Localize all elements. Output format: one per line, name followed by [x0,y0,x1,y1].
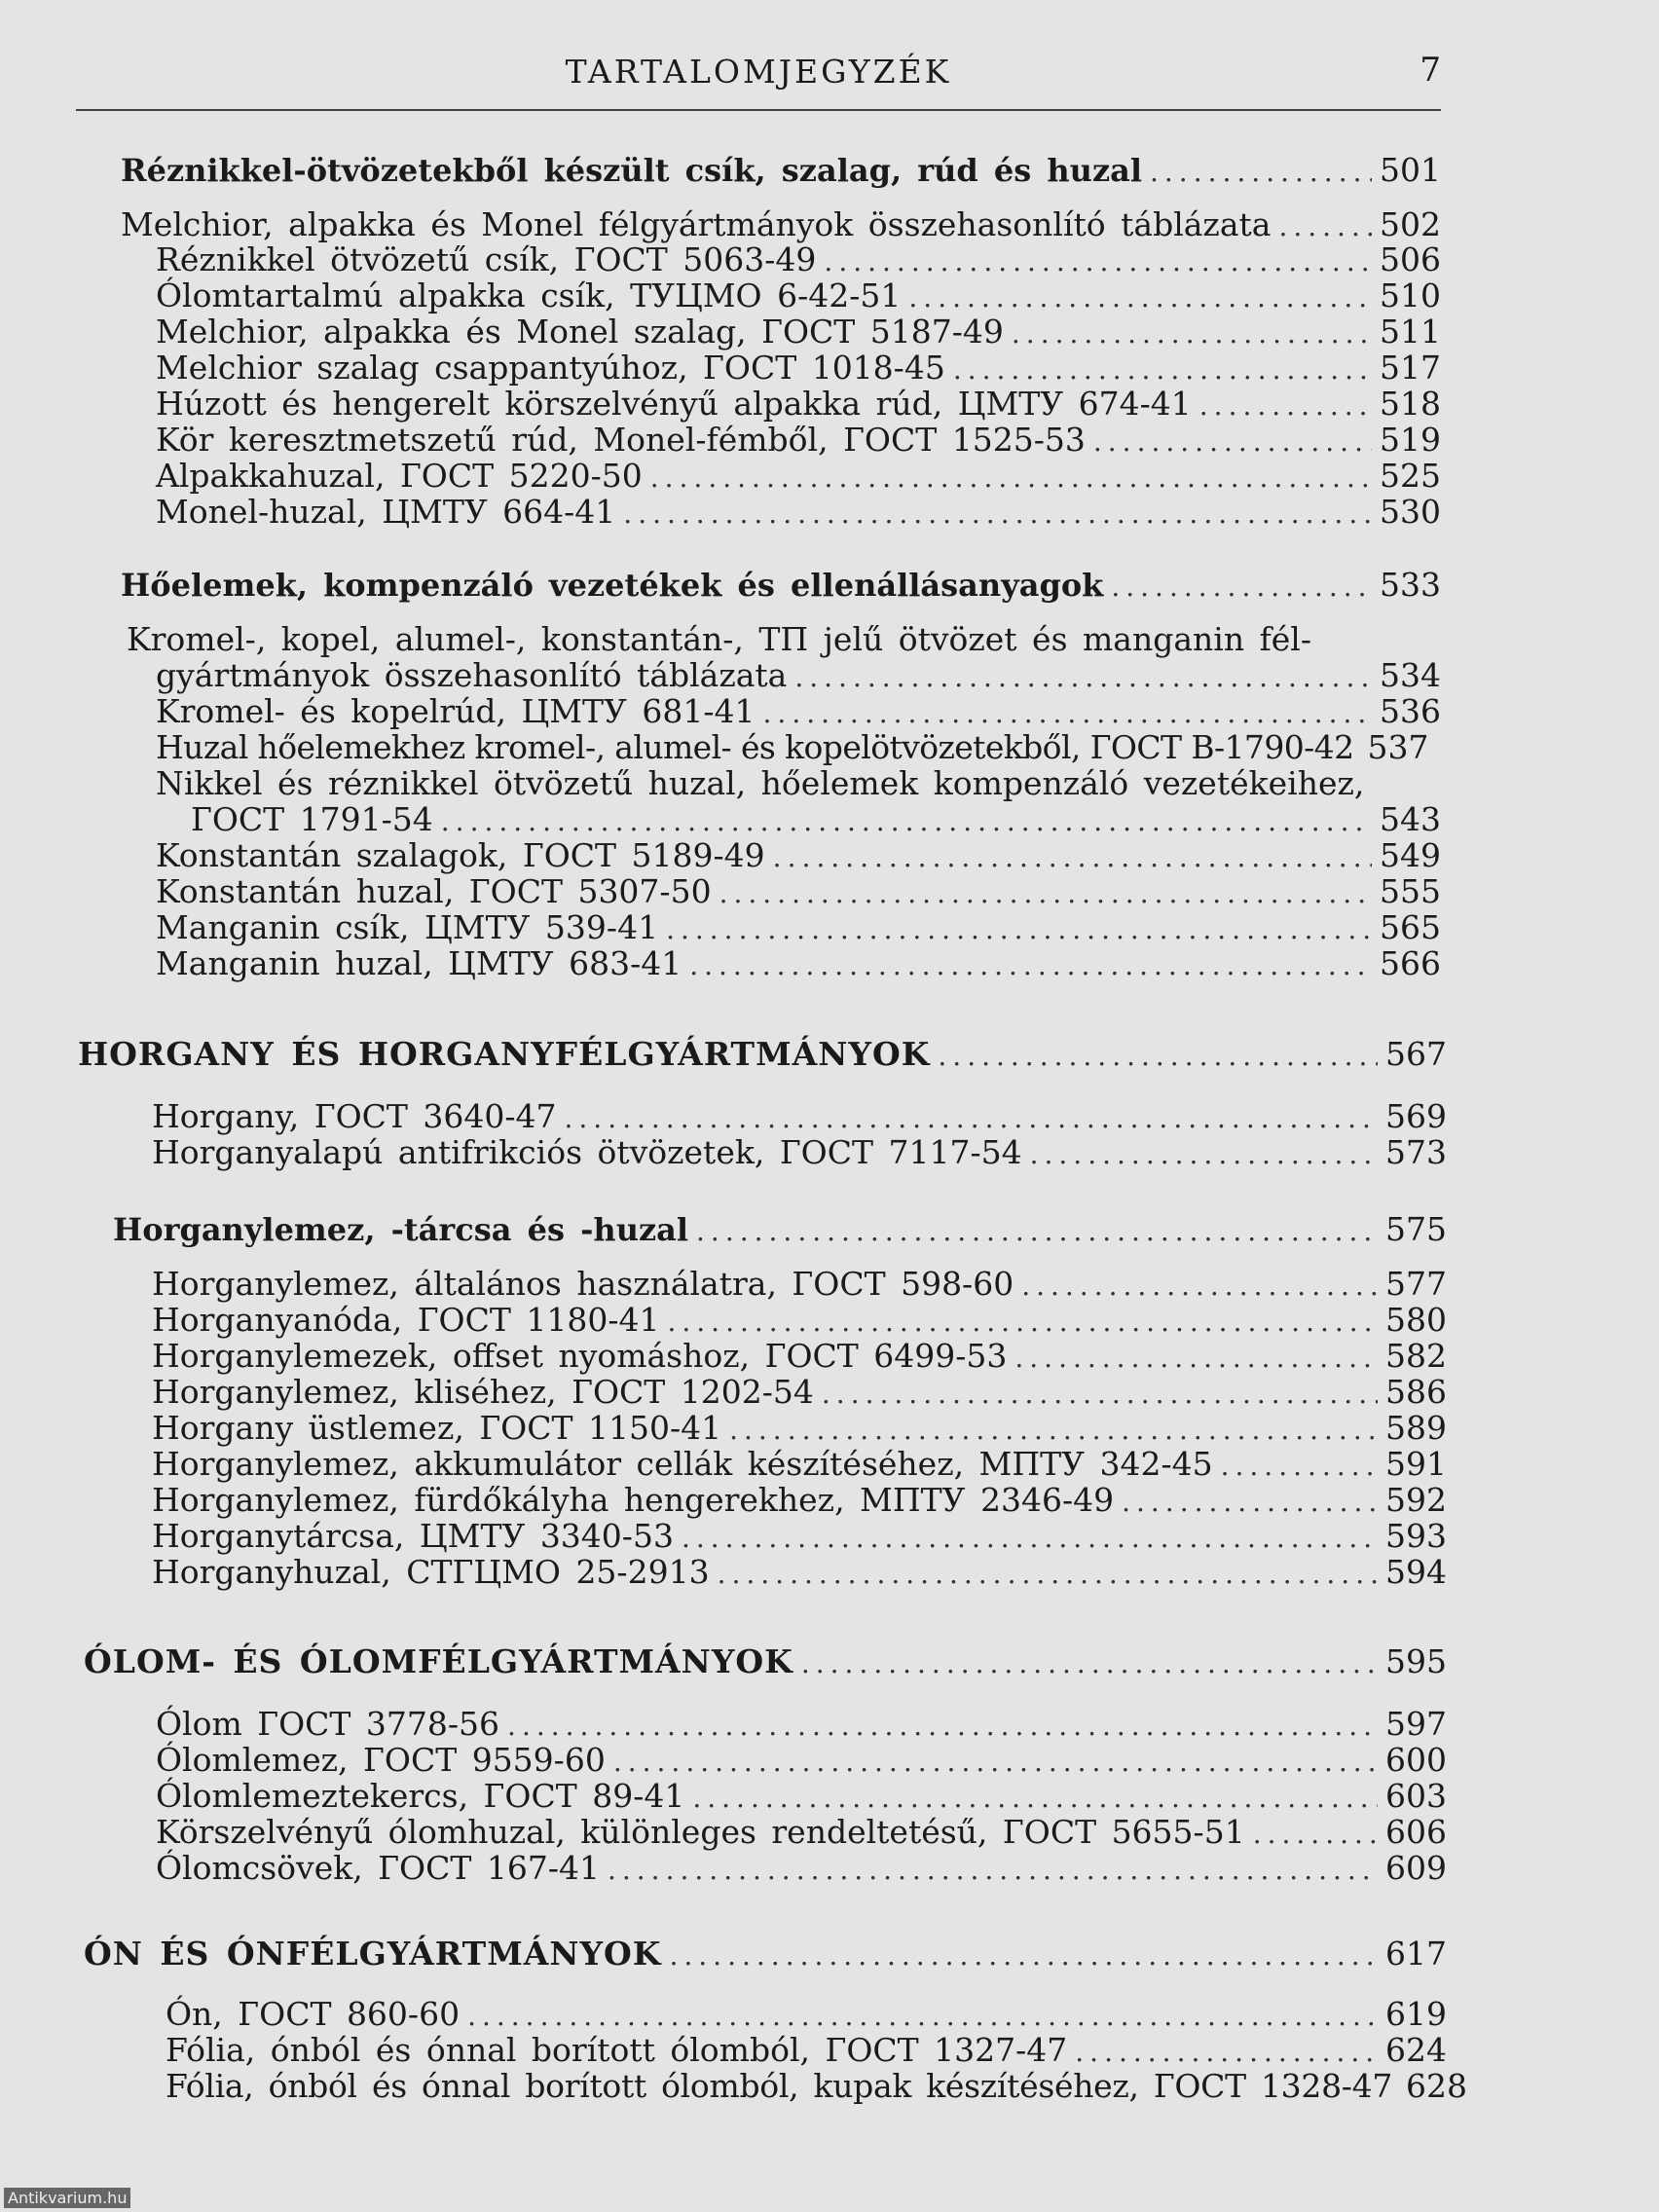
toc-entry: Manganin huzal, ЦМТУ 683-41 ..... 566 [156,945,1441,984]
toc-entry: Horganylemez, általános használatra, ГОСТ 598-60 ..... 577 [152,1266,1447,1305]
toc-entry: Horgany üstlemez, ГОСТ 1150-41 ..... 589 [152,1410,1447,1449]
toc-chapter-heading: HORGANY ÉS HORGANYFÉLGYÁRTMÁNYOK ..... 567 [78,1036,1447,1075]
page-number: 7 [1419,51,1441,90]
toc-entry: ГОСТ 1791-54 ..... 543 [191,801,1441,840]
toc-entry: Kromel- és kopelrúd, ЦМТУ 681-41 ..... 536 [156,693,1441,732]
toc-entry: Fólia, ónból és ónnal borított ólomból, ГОСТ 1327-47 ..... 624 [166,2032,1447,2071]
toc-entry: Melchior szalag csappantyúhoz, ГОСТ 1018-45 ..... 517 [156,350,1441,388]
toc-chapter-heading: ÓLOM- ÉS ÓLOMFÉLGYÁRTMÁNYOK ..... 595 [84,1643,1447,1682]
toc-entry: Ón, ГОСТ 860-60 ..... 619 [166,1996,1447,2035]
toc-entry: Ólomcsövek, ГОСТ 167-41 ..... 609 [156,1850,1447,1889]
toc-entry: Kromel-, kopel, alumel-, konstantán-, ТП jelű ötvözet és manganin fél- [127,620,1312,658]
toc-entry: Alpakkahuzal, ГОСТ 5220-50 ..... 525 [156,458,1441,497]
toc-entry: Horgany, ГОСТ 3640-47 ..... 569 [152,1098,1447,1137]
toc-entry: Monel-huzal, ЦМТУ 664-41 ..... 530 [156,494,1441,533]
toc-entry: Horganylemez, akkumulátor cellák készítéséhez, МПТУ 342-45 ..... 591 [152,1446,1447,1485]
page-title: TARTALOMJEGYZÉK [565,53,952,91]
watermark: Antikvarium.hu [4,2188,130,2208]
toc-entry: Körszelvényű ólomhuzal, különleges rendeltetésű, ГОСТ 5655-51 ..... 606 [156,1814,1447,1853]
toc-entry: Konstantán szalagok, ГОСТ 5189-49 ..... 549 [156,837,1441,876]
toc-entry: Horganyalapú antifrikciós ötvözetek, ГОСТ 7117-54 ..... 573 [152,1134,1447,1173]
toc-entry: gyártmányok összehasonlító táblázata ..... 534 [156,657,1441,696]
toc-entry: Horganylemez, fürdőkályha hengerekhez, МПТУ 2346-49 ..... 592 [152,1482,1447,1521]
toc-entry: Nikkel és réznikkel ötvözetű huzal, hőelemek kompenzáló vezetékeihez, [156,764,1365,802]
toc-entry: Ólom ГОСТ 3778-56 ..... 597 [156,1706,1447,1745]
toc-entry: Horganytárcsa, ЦМТУ 3340-53 ..... 593 [152,1518,1447,1557]
toc-entry: Konstantán huzal, ГОСТ 5307-50 ..... 555 [156,873,1441,912]
toc-section-heading: Horganylemez, -tárcsa és -huzal ..... 575 [113,1211,1447,1250]
toc-entry: Manganin csík, ЦМТУ 539-41 ..... 565 [156,909,1441,948]
toc-section-heading: Réznikkel-ötvözetekből készült csík, szalag, rúd és huzal ..... 501 [121,152,1441,191]
toc-entry: Horganylemezek, offset nyomáshoz, ГОСТ 6499-53 ..... 582 [152,1338,1447,1377]
toc-entry: Ólomlemeztekercs, ГОСТ 89-41 ..... 603 [156,1778,1447,1817]
toc-entry: Ólomlemez, ГОСТ 9559-60 ..... 600 [156,1742,1447,1781]
toc-entry: Horganylemez, kliséhez, ГОСТ 1202-54 ..... 586 [152,1374,1447,1413]
toc-entry: Ólomtartalmú alpakka csík, ТУЦМО 6-42-51 ..... 510 [156,277,1441,316]
toc-entry: Horganyhuzal, СТГЦМО 25-2913 ..... 594 [152,1554,1447,1593]
toc-entry: Horganyanóda, ГОСТ 1180-41 ..... 580 [152,1302,1447,1341]
toc-entry: Melchior, alpakka és Monel szalag, ГОСТ 5187-49 ..... 511 [156,313,1441,352]
toc-entry: Réznikkel ötvözetű csík, ГОСТ 5063-49 ..... 506 [156,241,1441,280]
toc-section-heading: Hőelemek, kompenzáló vezetékek és ellenállásanyagok ..... 533 [121,567,1441,606]
toc-entry: Húzott és hengerelt körszelvényű alpakka rúd, ЦМТУ 674-41 ..... 518 [156,386,1441,424]
toc-chapter-heading: ÓN ÉS ÓNFÉLGYÁRTMÁNYOK ..... 617 [84,1936,1447,1974]
toc-entry: Fólia, ónból és ónnal borított ólomból, kupak készítéséhez, ГОСТ 1328-47 628 [166,2067,1468,2105]
toc-entry: Melchior, alpakka és Monel félgyártmányok összehasonlító táblázata ..... 502 [121,206,1441,245]
toc-entry: Huzal hőelemekhez kromel-, alumel- és kopelötvözetekből, ГОСТ В-1790-42 537 [156,728,1429,766]
toc-entry: Kör keresztmetszetű rúd, Monel-fémből, ГОСТ 1525-53 ..... 519 [156,422,1441,461]
